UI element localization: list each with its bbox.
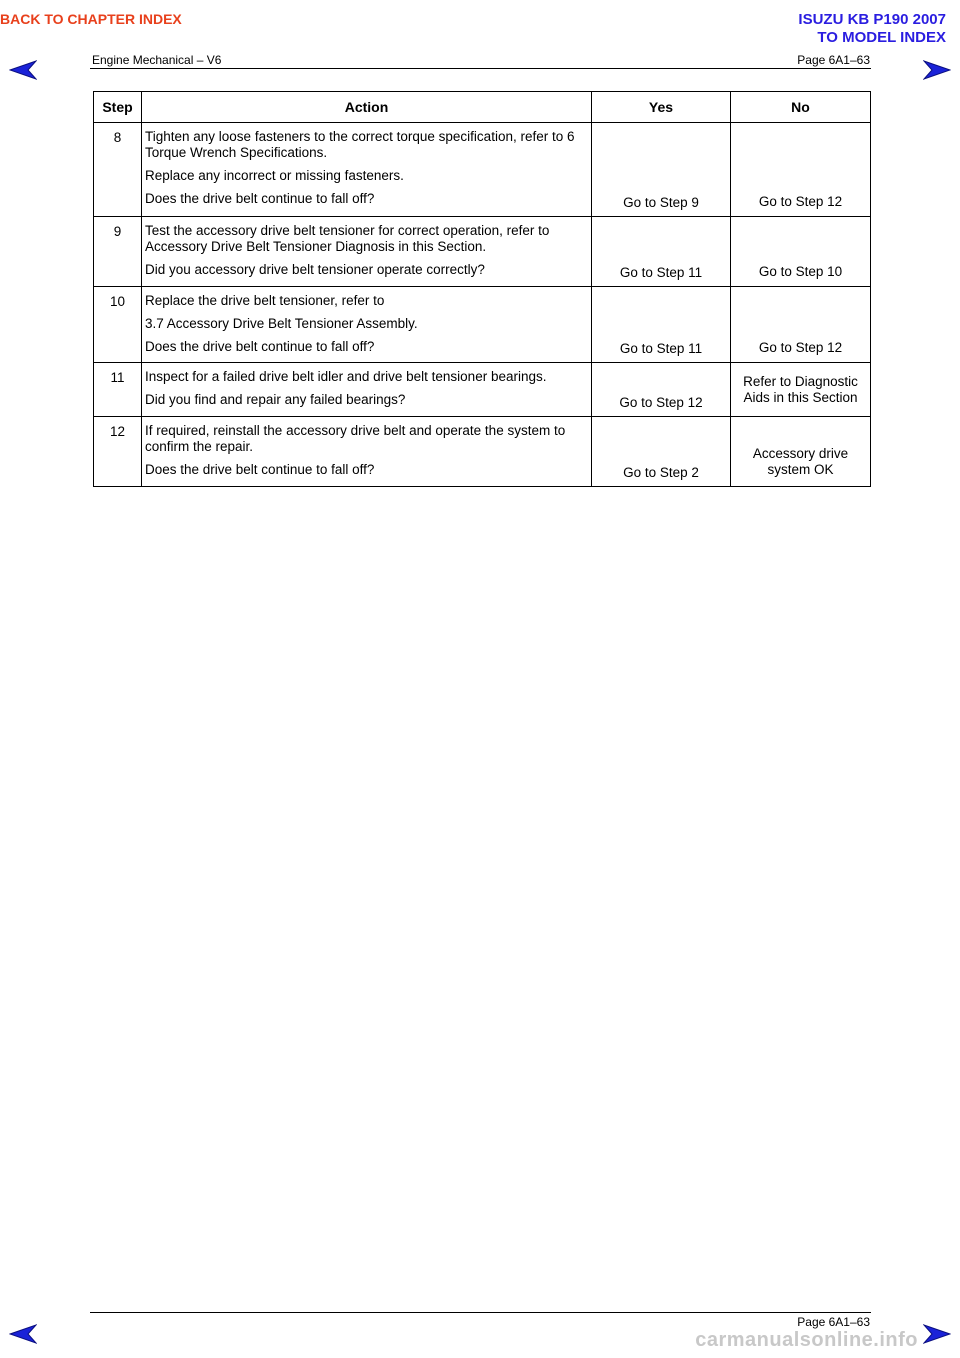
action-text: Test the accessory drive belt tensioner for correct operation, refer to Accessory Drive Belt Tensioner Diagnosis in this Section.: [145, 223, 550, 254]
no-outcome: Go to Step 12: [731, 123, 871, 217]
step-number: 12: [94, 417, 142, 487]
table-row: [94, 417, 871, 487]
yes-outcome: Go to Step 12: [592, 363, 731, 417]
table-row: [94, 123, 871, 217]
step-number: 10: [94, 287, 142, 363]
header-rule: [90, 68, 871, 69]
action-question: Does the drive belt continue to fall off?: [145, 339, 375, 354]
step-action: [142, 287, 592, 363]
model-title: ISUZU KB P190 2007: [798, 11, 946, 28]
step-action: [142, 217, 592, 287]
yes-outcome: Go to Step 11: [592, 287, 731, 363]
step-number: 8: [94, 123, 142, 217]
action-text: Tighten any loose fasteners to the correct torque specification, refer to 6 Torque Wrench Specifications.: [145, 129, 575, 160]
next-page-arrow-icon[interactable]: [923, 60, 951, 80]
to-model-index-label: TO MODEL INDEX: [817, 29, 946, 46]
action-text: Inspect for a failed drive belt idler and drive belt tensioner bearings.: [145, 369, 547, 384]
table-row: [94, 217, 871, 287]
step-action: [142, 363, 592, 417]
yes-outcome: Go to Step 11: [592, 217, 731, 287]
action-question: Does the drive belt continue to fall off?: [145, 462, 375, 477]
section-title: Engine Mechanical – V6: [92, 53, 222, 67]
yes-outcome: Go to Step 2: [592, 417, 731, 487]
no-outcome: Go to Step 10: [731, 217, 871, 287]
action-question: Did you find and repair any failed bearings?: [145, 392, 406, 407]
action-text: If required, reinstall the accessory drive belt and operate the system to confirm the repair.: [145, 423, 566, 454]
table-row: [94, 287, 871, 363]
footer-rule: [90, 1312, 871, 1313]
yes-outcome: Go to Step 9: [592, 123, 731, 217]
table-header-row: [94, 92, 871, 123]
column-header-action: Action: [142, 92, 592, 123]
footer-page-number: Page 6A1–63: [797, 1315, 870, 1329]
no-outcome: Go to Step 12: [731, 287, 871, 363]
step-action: [142, 123, 592, 217]
action-text: 3.7 Accessory Drive Belt Tensioner Assembly.: [145, 316, 418, 331]
table-row: [94, 363, 871, 417]
header-page-number: Page 6A1–63: [797, 53, 870, 67]
action-question: Does the drive belt continue to fall off?: [145, 191, 375, 206]
next-page-arrow-icon[interactable]: [923, 1324, 951, 1344]
action-question: Did you accessory drive belt tensioner operate correctly?: [145, 262, 485, 277]
step-action: [142, 417, 592, 487]
column-header-step: Step: [94, 92, 142, 123]
watermark: carmanualsonline.info: [695, 1329, 918, 1351]
prev-page-arrow-icon[interactable]: [9, 1324, 37, 1344]
action-text: Replace the drive belt tensioner, refer to: [145, 293, 385, 308]
no-outcome: Refer to Diagnostic Aids in this Section: [731, 363, 871, 417]
diagnostic-steps-table: [93, 91, 871, 487]
step-number: 9: [94, 217, 142, 287]
back-to-chapter-index-link[interactable]: BACK TO CHAPTER INDEX: [0, 11, 182, 27]
action-text: Replace any incorrect or missing fasteners.: [145, 168, 404, 183]
column-header-yes: Yes: [592, 92, 731, 123]
no-outcome: Accessory drive system OK: [731, 417, 871, 487]
model-index-link[interactable]: [798, 11, 946, 47]
column-header-no: No: [731, 92, 871, 123]
prev-page-arrow-icon[interactable]: [9, 60, 37, 80]
step-number: 11: [94, 363, 142, 417]
